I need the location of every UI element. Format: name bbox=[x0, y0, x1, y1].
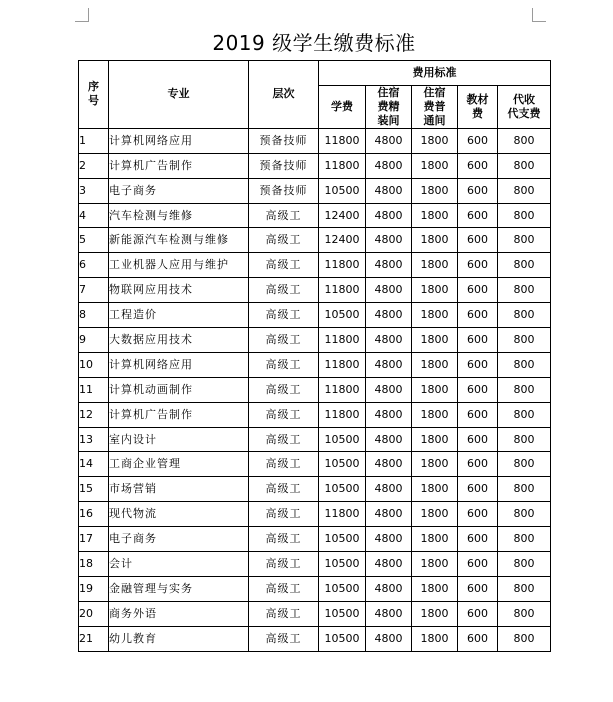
cell-textbook: 600 bbox=[458, 402, 498, 427]
cell-tuition: 11800 bbox=[319, 377, 366, 402]
cell-collected-fees: 800 bbox=[498, 377, 551, 402]
cell-index: 14 bbox=[79, 452, 109, 477]
cell-dorm-premium: 4800 bbox=[366, 601, 412, 626]
cell-tuition: 12400 bbox=[319, 228, 366, 253]
cell-tuition: 10500 bbox=[319, 552, 366, 577]
cell-index: 15 bbox=[79, 477, 109, 502]
table-row bbox=[79, 253, 551, 278]
cell-major: 计算机网络应用 bbox=[109, 352, 249, 377]
cell-dorm-standard: 1800 bbox=[412, 576, 458, 601]
header-dorm-standard: 住宿 费普 通间 bbox=[412, 85, 458, 128]
table-row bbox=[79, 153, 551, 178]
cell-dorm-standard: 1800 bbox=[412, 477, 458, 502]
cell-level: 高级工 bbox=[249, 328, 319, 353]
cell-dorm-standard: 1800 bbox=[412, 427, 458, 452]
header-collected-fees: 代收 代支费 bbox=[498, 85, 551, 128]
cell-textbook: 600 bbox=[458, 228, 498, 253]
header-level: 层次 bbox=[249, 61, 319, 129]
header-fee-group: 费用标准 bbox=[319, 61, 551, 86]
table-row bbox=[79, 402, 551, 427]
cell-dorm-premium: 4800 bbox=[366, 477, 412, 502]
cell-tuition: 10500 bbox=[319, 303, 366, 328]
cell-textbook: 600 bbox=[458, 527, 498, 552]
cell-major: 计算机动画制作 bbox=[109, 377, 249, 402]
cell-index: 5 bbox=[79, 228, 109, 253]
cell-dorm-standard: 1800 bbox=[412, 527, 458, 552]
cell-collected-fees: 800 bbox=[498, 552, 551, 577]
cell-index: 3 bbox=[79, 178, 109, 203]
table-row bbox=[79, 502, 551, 527]
cell-dorm-standard: 1800 bbox=[412, 352, 458, 377]
cell-textbook: 600 bbox=[458, 328, 498, 353]
header-index: 序 号 bbox=[79, 61, 109, 129]
cell-dorm-standard: 1800 bbox=[412, 128, 458, 153]
table-row bbox=[79, 377, 551, 402]
cell-textbook: 600 bbox=[458, 427, 498, 452]
cell-level: 高级工 bbox=[249, 203, 319, 228]
cell-dorm-standard: 1800 bbox=[412, 278, 458, 303]
cell-index: 9 bbox=[79, 328, 109, 353]
cell-dorm-premium: 4800 bbox=[366, 527, 412, 552]
cell-collected-fees: 800 bbox=[498, 477, 551, 502]
cell-tuition: 10500 bbox=[319, 576, 366, 601]
table-row bbox=[79, 178, 551, 203]
cell-index: 12 bbox=[79, 402, 109, 427]
cell-tuition: 11800 bbox=[319, 128, 366, 153]
cell-level: 高级工 bbox=[249, 352, 319, 377]
cell-index: 16 bbox=[79, 502, 109, 527]
cell-collected-fees: 800 bbox=[498, 253, 551, 278]
header-major: 专业 bbox=[109, 61, 249, 129]
cell-major: 大数据应用技术 bbox=[109, 328, 249, 353]
cell-textbook: 600 bbox=[458, 377, 498, 402]
cell-major: 计算机广告制作 bbox=[109, 153, 249, 178]
cell-dorm-standard: 1800 bbox=[412, 153, 458, 178]
cell-major: 幼儿教育 bbox=[109, 626, 249, 651]
cell-textbook: 600 bbox=[458, 278, 498, 303]
cell-index: 2 bbox=[79, 153, 109, 178]
cell-textbook: 600 bbox=[458, 303, 498, 328]
cell-textbook: 600 bbox=[458, 576, 498, 601]
cell-collected-fees: 800 bbox=[498, 402, 551, 427]
cell-index: 8 bbox=[79, 303, 109, 328]
cell-tuition: 12400 bbox=[319, 203, 366, 228]
cell-textbook: 600 bbox=[458, 128, 498, 153]
cell-collected-fees: 800 bbox=[498, 128, 551, 153]
cell-level: 高级工 bbox=[249, 402, 319, 427]
header-textbook: 教材 费 bbox=[458, 85, 498, 128]
cell-dorm-standard: 1800 bbox=[412, 402, 458, 427]
cell-dorm-standard: 1800 bbox=[412, 502, 458, 527]
cell-major: 物联网应用技术 bbox=[109, 278, 249, 303]
cell-tuition: 10500 bbox=[319, 427, 366, 452]
cell-level: 高级工 bbox=[249, 228, 319, 253]
cell-level: 高级工 bbox=[249, 452, 319, 477]
cell-level: 高级工 bbox=[249, 303, 319, 328]
cell-dorm-premium: 4800 bbox=[366, 203, 412, 228]
table-row bbox=[79, 228, 551, 253]
table-row bbox=[79, 203, 551, 228]
cell-level: 高级工 bbox=[249, 576, 319, 601]
cell-dorm-premium: 4800 bbox=[366, 253, 412, 278]
cell-index: 17 bbox=[79, 527, 109, 552]
cell-tuition: 10500 bbox=[319, 626, 366, 651]
cell-level: 高级工 bbox=[249, 552, 319, 577]
cell-dorm-premium: 4800 bbox=[366, 153, 412, 178]
cell-tuition: 11800 bbox=[319, 502, 366, 527]
cell-major: 计算机网络应用 bbox=[109, 128, 249, 153]
cell-tuition: 10500 bbox=[319, 178, 366, 203]
cell-tuition: 10500 bbox=[319, 601, 366, 626]
cell-index: 13 bbox=[79, 427, 109, 452]
cell-major: 现代物流 bbox=[109, 502, 249, 527]
cell-collected-fees: 800 bbox=[498, 352, 551, 377]
table-row bbox=[79, 278, 551, 303]
cell-collected-fees: 800 bbox=[498, 626, 551, 651]
cell-dorm-premium: 4800 bbox=[366, 352, 412, 377]
cell-dorm-premium: 4800 bbox=[366, 328, 412, 353]
cell-dorm-premium: 4800 bbox=[366, 228, 412, 253]
cell-collected-fees: 800 bbox=[498, 178, 551, 203]
cell-collected-fees: 800 bbox=[498, 303, 551, 328]
cell-major: 金融管理与实务 bbox=[109, 576, 249, 601]
cell-level: 高级工 bbox=[249, 278, 319, 303]
cell-level: 高级工 bbox=[249, 427, 319, 452]
crop-mark-top-right bbox=[532, 8, 546, 22]
fee-table bbox=[78, 60, 551, 652]
cell-collected-fees: 800 bbox=[498, 527, 551, 552]
cell-level: 高级工 bbox=[249, 601, 319, 626]
cell-dorm-standard: 1800 bbox=[412, 626, 458, 651]
cell-tuition: 11800 bbox=[319, 253, 366, 278]
table-row bbox=[79, 328, 551, 353]
cell-textbook: 600 bbox=[458, 253, 498, 278]
cell-collected-fees: 800 bbox=[498, 153, 551, 178]
table-row bbox=[79, 452, 551, 477]
cell-dorm-premium: 4800 bbox=[366, 128, 412, 153]
cell-collected-fees: 800 bbox=[498, 576, 551, 601]
cell-collected-fees: 800 bbox=[498, 502, 551, 527]
cell-dorm-standard: 1800 bbox=[412, 228, 458, 253]
cell-tuition: 11800 bbox=[319, 352, 366, 377]
cell-level: 高级工 bbox=[249, 626, 319, 651]
cell-level: 高级工 bbox=[249, 253, 319, 278]
cell-major: 工程造价 bbox=[109, 303, 249, 328]
table-row bbox=[79, 128, 551, 153]
table-row bbox=[79, 427, 551, 452]
cell-dorm-premium: 4800 bbox=[366, 278, 412, 303]
table-row bbox=[79, 477, 551, 502]
table-row bbox=[79, 352, 551, 377]
cell-dorm-standard: 1800 bbox=[412, 178, 458, 203]
table-row bbox=[79, 527, 551, 552]
cell-dorm-premium: 4800 bbox=[366, 178, 412, 203]
cell-textbook: 600 bbox=[458, 477, 498, 502]
cell-tuition: 11800 bbox=[319, 402, 366, 427]
cell-index: 10 bbox=[79, 352, 109, 377]
cell-dorm-standard: 1800 bbox=[412, 601, 458, 626]
cell-tuition: 11800 bbox=[319, 278, 366, 303]
cell-level: 高级工 bbox=[249, 527, 319, 552]
cell-dorm-premium: 4800 bbox=[366, 552, 412, 577]
document-title: 2019 级学生缴费标准 bbox=[212, 31, 416, 55]
cell-collected-fees: 800 bbox=[498, 452, 551, 477]
cell-major: 电子商务 bbox=[109, 527, 249, 552]
cell-major: 工业机器人应用与维护 bbox=[109, 253, 249, 278]
cell-level: 高级工 bbox=[249, 477, 319, 502]
cell-major: 电子商务 bbox=[109, 178, 249, 203]
cell-textbook: 600 bbox=[458, 153, 498, 178]
cell-tuition: 10500 bbox=[319, 452, 366, 477]
cell-major: 商务外语 bbox=[109, 601, 249, 626]
cell-dorm-standard: 1800 bbox=[412, 328, 458, 353]
crop-mark-top-left bbox=[75, 8, 89, 22]
cell-collected-fees: 800 bbox=[498, 228, 551, 253]
cell-dorm-premium: 4800 bbox=[366, 626, 412, 651]
cell-textbook: 600 bbox=[458, 203, 498, 228]
header-dorm-premium: 住宿 费精 装间 bbox=[366, 85, 412, 128]
cell-level: 高级工 bbox=[249, 377, 319, 402]
table-row bbox=[79, 626, 551, 651]
cell-dorm-standard: 1800 bbox=[412, 303, 458, 328]
cell-major: 室内设计 bbox=[109, 427, 249, 452]
cell-dorm-premium: 4800 bbox=[366, 402, 412, 427]
fee-table-body bbox=[79, 128, 551, 651]
cell-index: 19 bbox=[79, 576, 109, 601]
cell-dorm-standard: 1800 bbox=[412, 377, 458, 402]
cell-collected-fees: 800 bbox=[498, 328, 551, 353]
cell-textbook: 600 bbox=[458, 552, 498, 577]
cell-dorm-premium: 4800 bbox=[366, 502, 412, 527]
table-row bbox=[79, 601, 551, 626]
cell-collected-fees: 800 bbox=[498, 601, 551, 626]
cell-level: 预备技师 bbox=[249, 128, 319, 153]
cell-tuition: 10500 bbox=[319, 527, 366, 552]
table-row bbox=[79, 576, 551, 601]
cell-index: 18 bbox=[79, 552, 109, 577]
cell-collected-fees: 800 bbox=[498, 203, 551, 228]
cell-major: 计算机广告制作 bbox=[109, 402, 249, 427]
cell-major: 工商企业管理 bbox=[109, 452, 249, 477]
cell-major: 新能源汽车检测与维修 bbox=[109, 228, 249, 253]
cell-dorm-premium: 4800 bbox=[366, 377, 412, 402]
cell-major: 市场营销 bbox=[109, 477, 249, 502]
cell-index: 11 bbox=[79, 377, 109, 402]
cell-collected-fees: 800 bbox=[498, 278, 551, 303]
cell-index: 21 bbox=[79, 626, 109, 651]
cell-dorm-standard: 1800 bbox=[412, 452, 458, 477]
cell-dorm-standard: 1800 bbox=[412, 203, 458, 228]
cell-dorm-premium: 4800 bbox=[366, 427, 412, 452]
cell-index: 6 bbox=[79, 253, 109, 278]
cell-dorm-standard: 1800 bbox=[412, 552, 458, 577]
cell-index: 1 bbox=[79, 128, 109, 153]
cell-major: 汽车检测与维修 bbox=[109, 203, 249, 228]
cell-dorm-premium: 4800 bbox=[366, 576, 412, 601]
cell-index: 4 bbox=[79, 203, 109, 228]
table-row bbox=[79, 552, 551, 577]
cell-textbook: 600 bbox=[458, 452, 498, 477]
cell-textbook: 600 bbox=[458, 502, 498, 527]
cell-textbook: 600 bbox=[458, 352, 498, 377]
table-row bbox=[79, 303, 551, 328]
cell-index: 7 bbox=[79, 278, 109, 303]
cell-collected-fees: 800 bbox=[498, 427, 551, 452]
cell-level: 高级工 bbox=[249, 502, 319, 527]
cell-level: 预备技师 bbox=[249, 178, 319, 203]
cell-major: 会计 bbox=[109, 552, 249, 577]
cell-index: 20 bbox=[79, 601, 109, 626]
cell-textbook: 600 bbox=[458, 178, 498, 203]
cell-tuition: 10500 bbox=[319, 477, 366, 502]
cell-dorm-standard: 1800 bbox=[412, 253, 458, 278]
cell-level: 预备技师 bbox=[249, 153, 319, 178]
cell-dorm-premium: 4800 bbox=[366, 303, 412, 328]
cell-tuition: 11800 bbox=[319, 153, 366, 178]
cell-textbook: 600 bbox=[458, 626, 498, 651]
cell-dorm-premium: 4800 bbox=[366, 452, 412, 477]
cell-tuition: 11800 bbox=[319, 328, 366, 353]
header-tuition: 学费 bbox=[319, 85, 366, 128]
cell-textbook: 600 bbox=[458, 601, 498, 626]
